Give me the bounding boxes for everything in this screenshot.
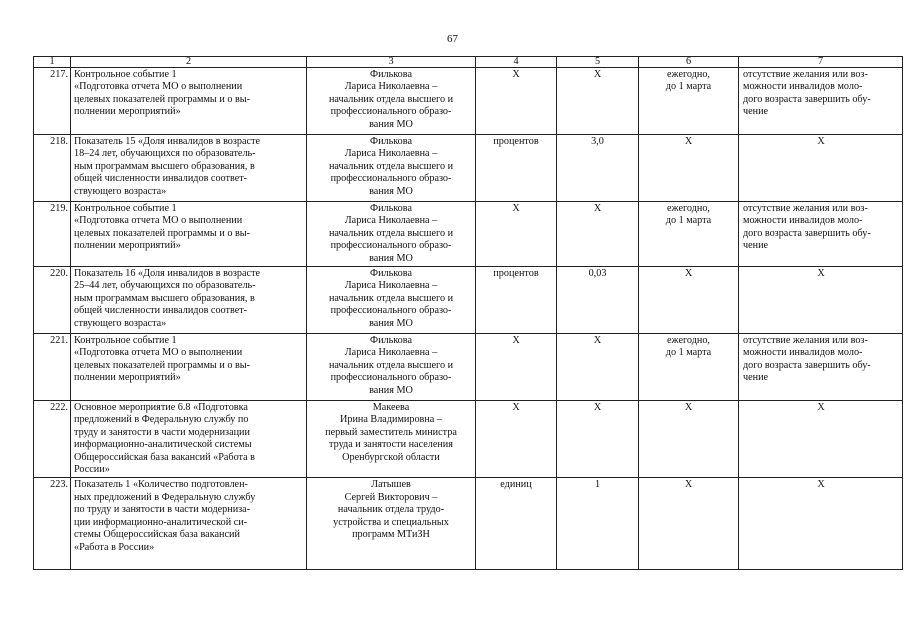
responsible-line: первый заместитель министра xyxy=(325,426,457,438)
event-name-cell xyxy=(71,135,307,202)
note-line: можности инвалидов моло- xyxy=(743,215,863,227)
term-line: ежегодно, xyxy=(667,69,710,80)
event-name-cell xyxy=(71,267,307,334)
term-line: до 1 марта xyxy=(665,81,712,93)
note-line: отсутствие желания или воз- xyxy=(743,203,868,214)
event-name-cell xyxy=(71,68,307,135)
event-name-line: полнении мероприятий» xyxy=(74,240,181,252)
responsible-cell xyxy=(307,267,476,334)
column-header: 7 xyxy=(739,57,903,68)
unit-cell: X xyxy=(476,401,557,478)
term-line: ежегодно, xyxy=(667,203,710,214)
table-row xyxy=(34,401,903,478)
responsible-line: Ирина Владимировна – xyxy=(340,414,442,426)
unit-cell: процентов xyxy=(476,267,557,334)
event-name-line: ции информационно-аналитической си- xyxy=(74,516,248,528)
responsible-line: Лариса Николаевна – xyxy=(344,215,438,227)
term-line: X xyxy=(684,402,693,414)
value-cell: 1 xyxy=(557,478,639,570)
event-name-line: предложений в Федеральную службу по xyxy=(74,414,249,426)
event-name-line: «Подготовка отчета МО о выполнении xyxy=(74,81,243,93)
value-cell: X xyxy=(557,202,639,267)
event-name-line: Показатель 16 «Доля инвалидов в возрасте xyxy=(74,268,261,280)
responsible-line: Лариса Николаевна – xyxy=(344,81,438,93)
event-name-line: «Подготовка отчета МО о выполнении xyxy=(74,215,243,227)
note-cell xyxy=(739,135,903,202)
event-name-line: целевых показателей программы и о вы- xyxy=(74,93,251,105)
event-name-line: стемы Общероссийская база вакансий xyxy=(74,529,240,541)
term-line: ежегодно, xyxy=(667,335,710,347)
note-cell xyxy=(739,334,903,401)
responsible-line: Латышев xyxy=(371,479,411,491)
responsible-line: Филькова xyxy=(370,69,412,80)
column-header: 3 xyxy=(307,57,476,68)
note-line: чение xyxy=(743,106,769,118)
event-name-line: «Подготовка отчета МО о выполнении xyxy=(74,347,243,359)
term-line: до 1 марта xyxy=(665,215,712,227)
event-name-line: труду и занятости в части модернизации xyxy=(74,426,250,438)
event-name-line: целевых показателей программы и о вы- xyxy=(74,359,251,371)
note-cell xyxy=(739,68,903,135)
row-number: 217. xyxy=(34,68,71,135)
value-cell: 0,03 xyxy=(557,267,639,334)
column-header: 2 xyxy=(71,57,307,68)
responsible-line: Филькова xyxy=(370,203,412,214)
row-number: 219. xyxy=(34,202,71,267)
table-row xyxy=(34,478,903,570)
responsible-line: начальник отдела высшего и xyxy=(328,359,454,371)
responsible-line: Макеева xyxy=(372,402,410,414)
event-name-line: Основное мероприятие 6.8 «Подготовка xyxy=(74,402,248,414)
note-line: отсутствие желания или воз- xyxy=(743,69,868,80)
term-cell xyxy=(639,267,739,334)
responsible-line: вания МО xyxy=(369,252,413,264)
note-line: X xyxy=(817,402,825,414)
event-name-line: 18–24 лет, обучающихся по образователь- xyxy=(74,148,256,160)
responsible-line: вания МО xyxy=(369,317,413,329)
unit-cell: единиц xyxy=(476,478,557,570)
event-name-line: Контрольное событие 1 xyxy=(74,203,177,214)
event-name-line: России» xyxy=(74,464,110,476)
responsible-line: начальник отдела трудо- xyxy=(337,504,445,516)
event-name-cell xyxy=(71,202,307,267)
responsible-line: начальник отдела высшего и xyxy=(328,93,454,105)
note-line: можности инвалидов моло- xyxy=(743,347,863,359)
responsible-line: начальник отдела высшего и xyxy=(328,160,454,172)
note-line: X xyxy=(817,268,825,280)
responsible-line: Лариса Николаевна – xyxy=(344,148,438,160)
event-name-cell xyxy=(71,478,307,570)
term-line: до 1 марта xyxy=(665,347,712,359)
term-cell xyxy=(639,202,739,267)
column-header: 6 xyxy=(639,57,739,68)
event-name-line: полнении мероприятий» xyxy=(74,106,181,118)
row-number: 222. xyxy=(34,401,71,478)
column-number-row xyxy=(34,57,903,68)
responsible-line: Оренбургской области xyxy=(342,451,440,463)
table-row xyxy=(34,135,903,202)
row-number: 218. xyxy=(34,135,71,202)
table-row xyxy=(34,267,903,334)
term-cell xyxy=(639,68,739,135)
value-cell: X xyxy=(557,334,639,401)
term-cell xyxy=(639,401,739,478)
responsible-line: Лариса Николаевна – xyxy=(344,280,438,292)
responsible-line: программ МТиЗН xyxy=(352,529,430,541)
responsible-line: Филькова xyxy=(370,268,412,280)
term-cell xyxy=(639,478,739,570)
note-line: дого возраста завершить обу- xyxy=(743,93,871,105)
events-table xyxy=(33,56,903,570)
term-line: X xyxy=(684,479,693,491)
event-name-line: по труду и занятости в части модерниза- xyxy=(74,504,251,516)
term-cell xyxy=(639,135,739,202)
responsible-line: труда и занятости населения xyxy=(329,439,453,451)
event-name-line: общей численности инвалидов соответ- xyxy=(74,173,248,185)
event-name-line: ствующего возраста» xyxy=(74,185,167,197)
event-name-line: Общероссийская база вакансий «Работа в xyxy=(74,451,255,463)
event-name-line: ным программам высшего образования, в xyxy=(74,292,255,304)
event-name-line: Контрольное событие 1 xyxy=(74,69,177,80)
term-cell xyxy=(639,334,739,401)
note-line: чение xyxy=(743,372,769,384)
note-cell xyxy=(739,202,903,267)
responsible-line: вания МО xyxy=(369,384,413,396)
event-name-line: Показатель 15 «Доля инвалидов в возрасте xyxy=(74,136,261,147)
event-name-line: общей численности инвалидов соответ- xyxy=(74,305,248,317)
term-line: X xyxy=(684,136,693,147)
responsible-line: профессионального образо- xyxy=(330,240,452,252)
responsible-cell xyxy=(307,202,476,267)
value-cell: X xyxy=(557,401,639,478)
note-line: отсутствие желания или воз- xyxy=(743,335,868,347)
responsible-line: начальник отдела высшего и xyxy=(328,292,454,304)
responsible-cell xyxy=(307,135,476,202)
note-line: X xyxy=(817,136,825,147)
note-line: дого возраста завершить обу- xyxy=(743,227,871,239)
term-line: X xyxy=(684,268,693,280)
event-name-line: целевых показателей программы и о вы- xyxy=(74,227,251,239)
event-name-line: ным программам высшего образования, в xyxy=(74,160,255,172)
responsible-line: Филькова xyxy=(370,335,412,347)
responsible-line: Сергей Викторович – xyxy=(344,491,438,503)
event-name-line: «Работа в России» xyxy=(74,541,155,553)
responsible-line: профессионального образо- xyxy=(330,305,452,317)
note-cell xyxy=(739,401,903,478)
responsible-line: профессионального образо- xyxy=(330,372,452,384)
responsible-cell xyxy=(307,68,476,135)
unit-cell: X xyxy=(476,202,557,267)
note-line: можности инвалидов моло- xyxy=(743,81,863,93)
responsible-cell xyxy=(307,334,476,401)
responsible-line: устройства и специальных xyxy=(333,516,449,528)
unit-cell: X xyxy=(476,334,557,401)
event-name-cell xyxy=(71,334,307,401)
note-line: X xyxy=(817,479,825,491)
note-cell xyxy=(739,267,903,334)
responsible-line: Филькова xyxy=(370,136,412,147)
table-row xyxy=(34,334,903,401)
responsible-line: начальник отдела высшего и xyxy=(328,227,454,239)
responsible-cell xyxy=(307,401,476,478)
event-name-line: ных предложений в Федеральную службу xyxy=(74,491,256,503)
event-name-line: 25–44 лет, обучающихся по образователь- xyxy=(74,280,256,292)
event-name-cell xyxy=(71,401,307,478)
note-line: дого возраста завершить обу- xyxy=(743,359,871,371)
event-name-line: Контрольное событие 1 xyxy=(74,335,177,347)
event-name-line: ствующего возраста» xyxy=(74,317,167,329)
table-row xyxy=(34,202,903,267)
responsible-line: профессионального образо- xyxy=(330,106,452,118)
note-cell xyxy=(739,478,903,570)
event-name-line: Показатель 1 «Количество подготовлен- xyxy=(74,479,248,491)
responsible-line: профессионального образо- xyxy=(330,173,452,185)
column-header: 4 xyxy=(476,57,557,68)
value-cell: 3,0 xyxy=(557,135,639,202)
page-number: 67 xyxy=(447,33,458,45)
row-number: 221. xyxy=(34,334,71,401)
responsible-line: Лариса Николаевна – xyxy=(344,347,438,359)
value-cell: X xyxy=(557,68,639,135)
event-name-line: информационно-аналитической системы xyxy=(74,439,252,451)
row-number: 223. xyxy=(34,478,71,570)
column-header: 1 xyxy=(34,57,71,68)
responsible-line: вания МО xyxy=(369,118,413,130)
unit-cell: X xyxy=(476,68,557,135)
event-name-line: полнении мероприятий» xyxy=(74,372,181,384)
unit-cell: процентов xyxy=(476,135,557,202)
row-number: 220. xyxy=(34,267,71,334)
table-row xyxy=(34,68,903,135)
note-line: чение xyxy=(743,240,769,252)
responsible-line: вания МО xyxy=(369,185,413,197)
responsible-cell xyxy=(307,478,476,570)
column-header: 5 xyxy=(557,57,639,68)
